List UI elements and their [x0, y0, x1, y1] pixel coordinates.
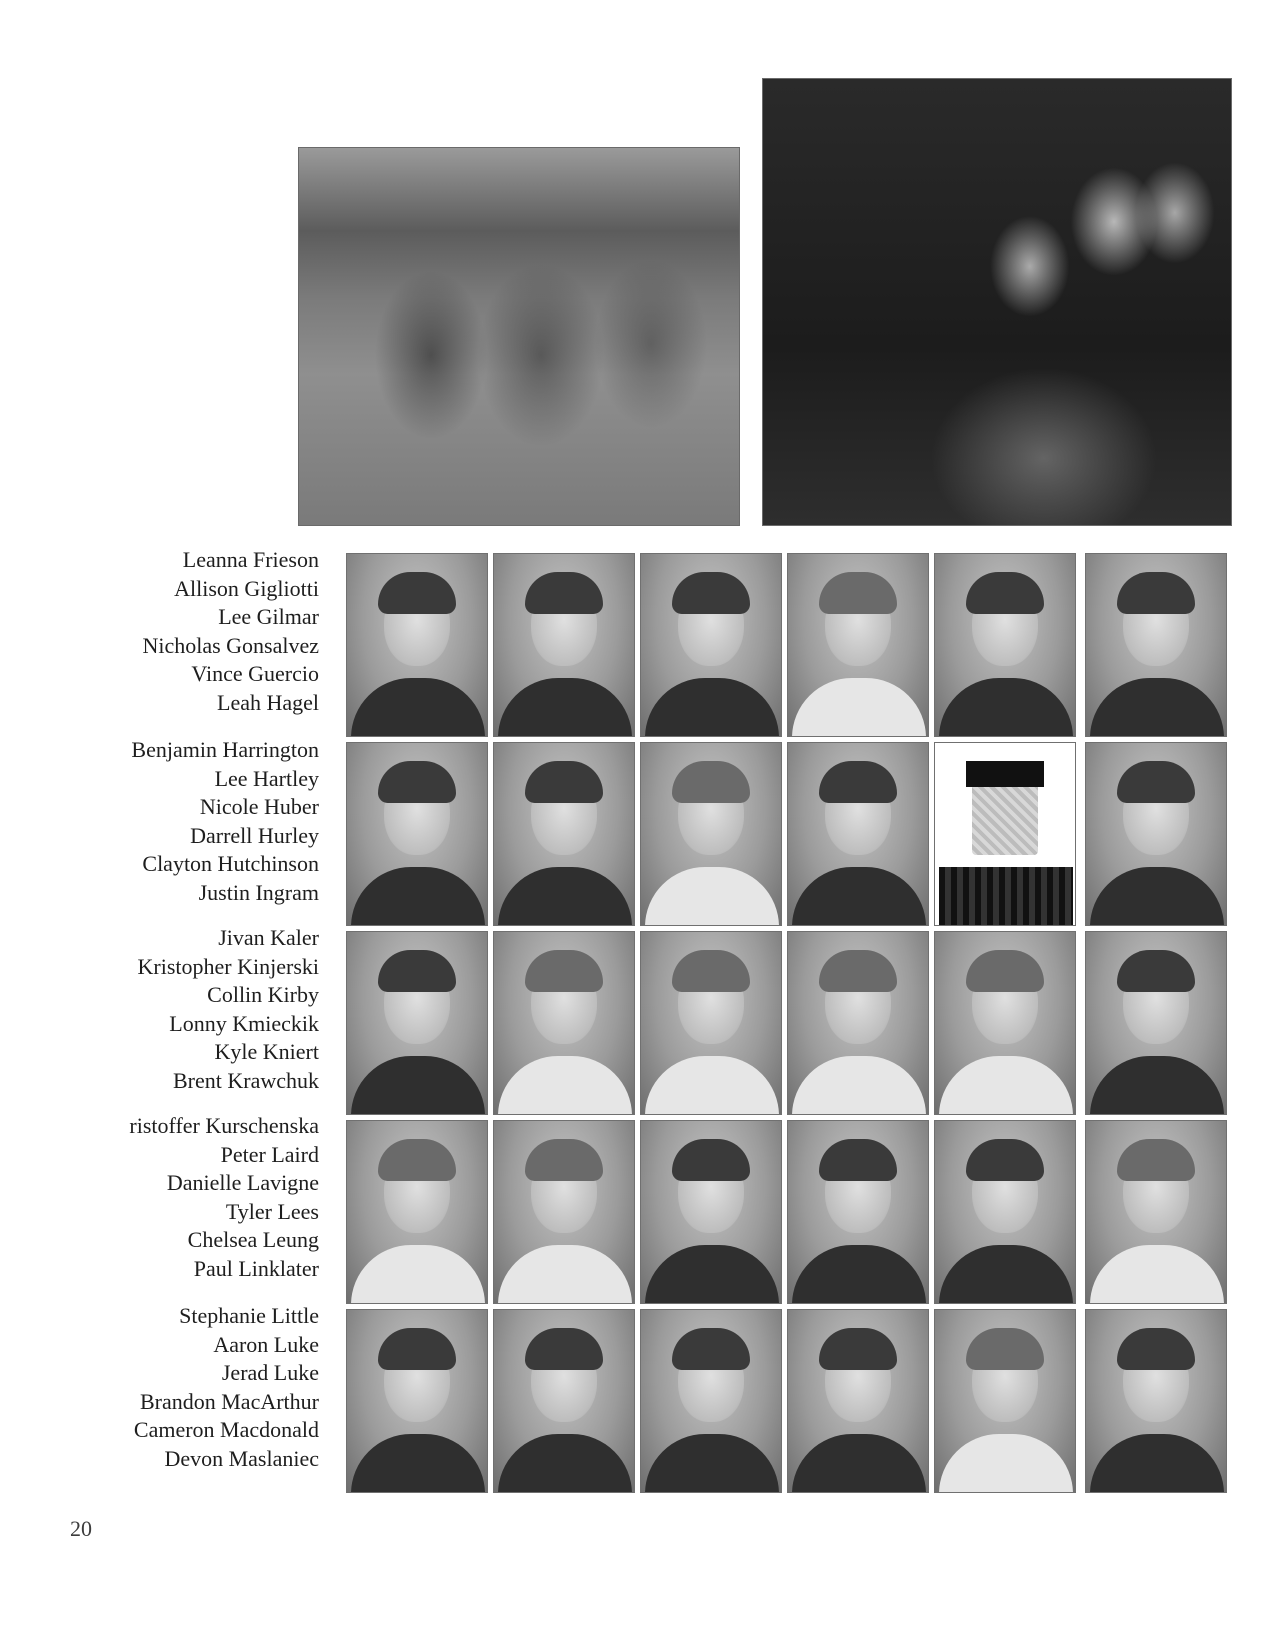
student-portrait	[493, 1309, 635, 1493]
student-portrait	[1085, 742, 1227, 926]
student-name: Peter Laird	[220, 1141, 319, 1167]
student-name: Allison Gigliotti	[174, 575, 319, 601]
student-portrait	[346, 742, 488, 926]
student-portrait	[934, 1309, 1076, 1493]
student-portrait	[640, 742, 782, 926]
student-name: Kristopher Kinjerski	[137, 953, 319, 979]
student-portrait	[640, 553, 782, 737]
student-portrait	[1085, 553, 1227, 737]
student-portrait	[346, 1120, 488, 1304]
group-photo-outdoors	[298, 147, 740, 526]
student-portrait	[640, 931, 782, 1115]
student-name: Justin Ingram	[198, 879, 319, 905]
student-name: Tyler Lees	[225, 1198, 319, 1224]
student-portrait	[493, 553, 635, 737]
student-name: Benjamin Harrington	[131, 737, 319, 762]
student-name: ristoffer Kurschenska	[129, 1113, 319, 1138]
student-name: Leah Hagel	[217, 689, 319, 715]
student-name: Danielle Lavigne	[166, 1170, 319, 1196]
student-portrait	[346, 1309, 488, 1493]
student-name: Brandon MacArthur	[139, 1388, 319, 1414]
student-portrait	[787, 1120, 929, 1304]
student-portrait	[493, 1120, 635, 1304]
student-portrait	[934, 931, 1076, 1115]
student-portrait	[346, 553, 488, 737]
student-portrait	[640, 1120, 782, 1304]
student-name: Aaron Luke	[213, 1331, 319, 1357]
name-list-row-2	[90, 736, 319, 908]
student-portrait	[787, 553, 929, 737]
page-number: 20	[70, 1516, 92, 1541]
student-name: Jivan Kaler	[218, 925, 319, 950]
name-list-row-5	[90, 1302, 319, 1474]
pixel-avatar-placeholder	[934, 742, 1076, 926]
student-name: Cameron Macdonald	[133, 1417, 319, 1443]
student-portrait	[787, 742, 929, 926]
student-portrait	[934, 1120, 1076, 1304]
student-portrait	[934, 553, 1076, 737]
group-photo-night	[762, 78, 1232, 526]
student-portrait	[493, 931, 635, 1115]
student-name: Kyle Kniert	[214, 1039, 319, 1065]
student-portrait	[640, 1309, 782, 1493]
name-list-row-1	[90, 546, 319, 718]
student-portrait	[787, 931, 929, 1115]
name-list-row-4	[90, 1112, 319, 1284]
student-name: Vince Guercio	[191, 661, 319, 687]
student-name: Lee Gilmar	[218, 604, 319, 630]
student-portrait	[346, 931, 488, 1115]
student-name: Devon Maslaniec	[164, 1445, 319, 1471]
student-name: Brent Krawchuk	[172, 1067, 319, 1093]
student-name: Jerad Luke	[221, 1360, 319, 1386]
student-portrait	[1085, 1120, 1227, 1304]
student-name: Nicole Huber	[199, 794, 319, 820]
name-list-row-3	[90, 924, 319, 1096]
student-portrait	[1085, 1309, 1227, 1493]
student-name: Clayton Hutchinson	[142, 851, 319, 877]
student-portrait	[1085, 931, 1227, 1115]
student-name: Leanna Frieson	[182, 547, 319, 572]
student-name: Chelsea Leung	[187, 1227, 319, 1253]
student-name: Lee Hartley	[214, 765, 319, 791]
student-name: Collin Kirby	[207, 982, 319, 1008]
student-name: Lonny Kmieckik	[169, 1010, 319, 1036]
student-name: Paul Linklater	[193, 1255, 319, 1281]
student-name: Stephanie Little	[179, 1303, 319, 1328]
student-portrait	[493, 742, 635, 926]
student-portrait	[787, 1309, 929, 1493]
student-name: Darrell Hurley	[190, 822, 319, 848]
student-name: Nicholas Gonsalvez	[142, 632, 319, 658]
